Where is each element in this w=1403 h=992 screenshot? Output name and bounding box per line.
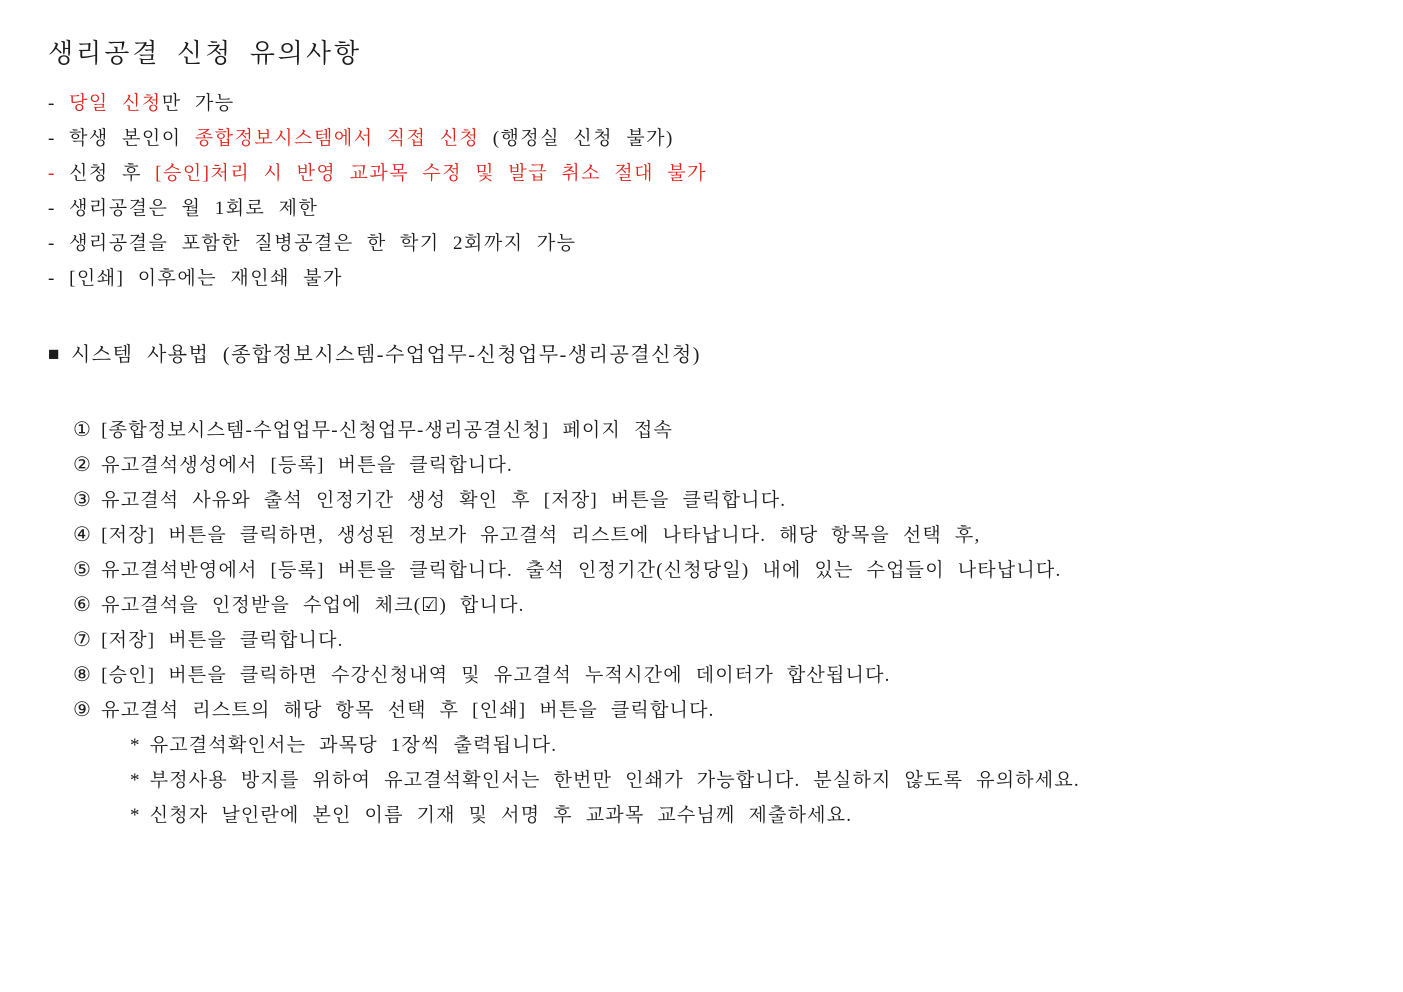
notice-text: - 학생 본인이 [48, 128, 195, 149]
step-number: ② [73, 454, 93, 476]
substep-line [130, 763, 1363, 798]
notice-text: (행정실 신청 불가) [479, 128, 674, 149]
notice-list [48, 86, 1363, 296]
step-number: ⑤ [73, 559, 93, 581]
step-number: ④ [73, 524, 93, 546]
notice-text: - 생리공결을 포함한 질병공결은 한 학기 2회까지 가능 [48, 233, 577, 254]
notice-text-red: 당일 신청 [69, 93, 162, 114]
step-line [73, 518, 1363, 553]
step-text: [종합정보시스템-수업업무-신청업무-생리공결신청] 페이지 접속 [101, 420, 674, 441]
step-line [73, 658, 1363, 693]
notice-text: - [인쇄] 이후에는 재인쇄 불가 [48, 268, 343, 289]
notice-line [48, 191, 1363, 226]
notice-line [48, 261, 1363, 296]
step-line [73, 448, 1363, 483]
page-title: 생리공결 신청 유의사항 [48, 39, 363, 68]
step-number: ③ [73, 489, 93, 511]
step-number: ⑦ [73, 629, 93, 651]
step-text: 유고결석 사유와 출석 인정기간 생성 확인 후 [저장] 버튼을 클릭합니다. [101, 490, 787, 511]
step-text: 유고결석반영에서 [등록] 버튼을 클릭합니다. 출석 인정기간(신청당일) 내에 있는 수업들이 나타납니다. [101, 560, 1062, 581]
section-title: 시스템 사용법 (종합정보시스템-수업업무-신청업무-생리공결신청) [70, 344, 701, 366]
step-number: ⑥ [73, 594, 93, 616]
notice-text: - 생리공결은 월 1회로 제한 [48, 198, 319, 219]
substep-text: 신청자 날인란에 본인 이름 기재 및 서명 후 교과목 교수님께 제출하세요. [149, 805, 853, 826]
notice-text: - [48, 93, 70, 114]
step-text: 유고결석을 인정받을 수업에 체크(☑) 합니다. [101, 595, 525, 616]
square-bullet-icon: ■ [48, 344, 61, 365]
notice-text-red: - [48, 163, 70, 184]
asterisk-marker: * [130, 805, 141, 826]
substeps-list [130, 728, 1363, 833]
notice-line [48, 226, 1363, 261]
asterisk-marker: * [130, 770, 141, 791]
notice-line [48, 156, 1363, 191]
notice-text-red: 종합정보시스템에서 직접 신청 [194, 128, 480, 149]
step-line [73, 623, 1363, 658]
substep-text: 부정사용 방지를 위하여 유고결석확인서는 한번만 인쇄가 가능합니다. 분실하지 않도록 유의하세요. [149, 770, 1080, 791]
step-number: ⑨ [73, 699, 93, 721]
substep-line [130, 798, 1363, 833]
notice-text-red: [승인]처리 시 반영 교과목 수정 및 발급 취소 절대 불가 [155, 163, 707, 184]
step-text: [저장] 버튼을 클릭하면, 생성된 정보가 유고결석 리스트에 나타납니다. 해당 항목을 선택 후, [101, 525, 981, 546]
substep-text: 유고결석확인서는 과목당 1장씩 출력됩니다. [149, 735, 558, 756]
step-text: 유고결석생성에서 [등록] 버튼을 클릭합니다. [101, 455, 513, 476]
notice-line [48, 86, 1363, 121]
notice-text: 만 가능 [161, 93, 235, 114]
asterisk-marker: * [130, 735, 141, 756]
step-line [73, 483, 1363, 518]
step-line [73, 413, 1363, 448]
step-number: ① [73, 419, 93, 441]
step-text: [저장] 버튼을 클릭합니다. [101, 630, 344, 651]
notice-line [48, 121, 1363, 156]
steps-list [73, 413, 1363, 833]
step-line [73, 553, 1363, 588]
step-text: 유고결석 리스트의 해당 항목 선택 후 [인쇄] 버튼을 클릭합니다. [101, 700, 715, 721]
step-line [73, 693, 1363, 728]
section-header [48, 338, 1363, 373]
substep-line [130, 728, 1363, 763]
step-text: [승인] 버튼을 클릭하면 수강신청내역 및 유고결석 누적시간에 데이터가 합산됩니다. [101, 665, 891, 686]
notice-text: 신청 후 [69, 163, 156, 184]
step-number: ⑧ [73, 664, 93, 686]
step-line [73, 588, 1363, 623]
